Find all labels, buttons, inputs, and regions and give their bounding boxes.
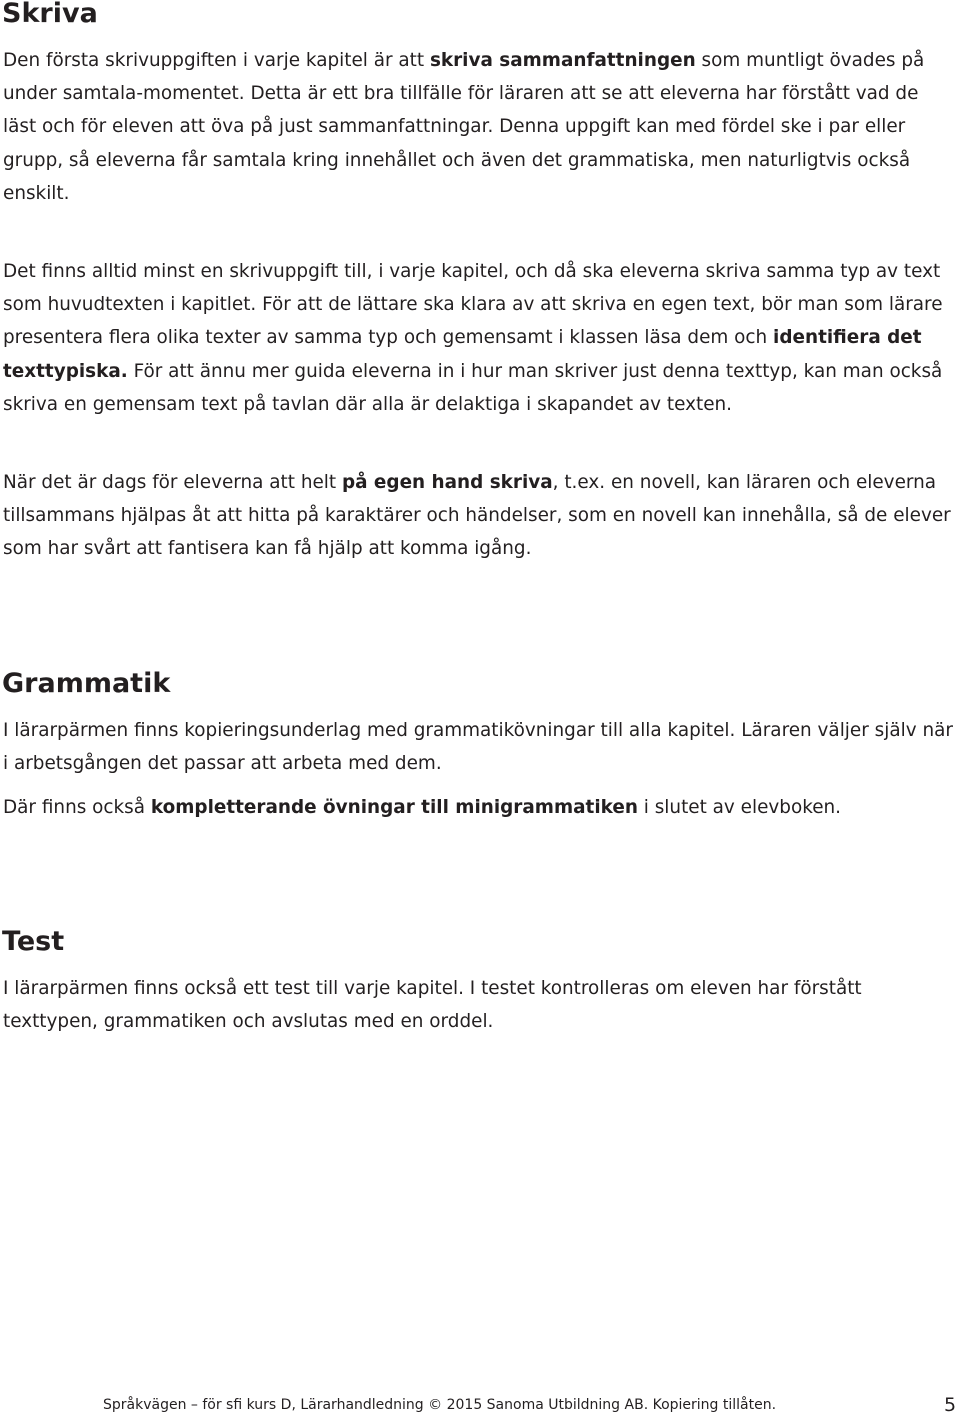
- paragraph-text: För att ännu mer guida eleverna in i hur man skriver just denna texttyp, kan man också skriva en gemensam text på tavlan där alla är delaktiga i skapandet av texten.: [3, 360, 943, 415]
- emphasis-text: kompletterande övningar till minigrammatiken: [150, 797, 638, 818]
- section-heading-test: Test: [2, 926, 65, 957]
- paragraph-text: i slutet av elevboken.: [637, 797, 842, 818]
- emphasis-text: på egen hand skriva: [341, 472, 553, 493]
- emphasis-text: identifiera det texttypiska.: [3, 327, 922, 382]
- paragraph-skriva-summary: [3, 44, 953, 210]
- paragraph-grammatik-extra: [3, 791, 953, 824]
- page-footer: Språkvägen – för sfi kurs D, Lärarhandledning © 2015 Sanoma Utbildning AB. Kopiering tillåten.: [103, 1397, 777, 1413]
- section-heading-grammatik: Grammatik: [2, 668, 171, 699]
- paragraph-text: , t.ex. en novell, kan läraren och eleverna tillsammans hjälpas åt att hitta på karaktärer och händelser, som en novell kan innehålla, så de elever som har svårt att fantisera kan få hjälp att komma igång.: [3, 472, 951, 560]
- paragraph-text: Den första skrivuppgiften i varje kapitel är att: [3, 50, 430, 71]
- paragraph-skriva-own-writing: [3, 466, 953, 566]
- paragraph-skriva-texttype: [3, 255, 953, 421]
- paragraph-text: som muntligt övades på under samtala-momentet. Detta är ett bra tillfälle för läraren att se att eleverna har förstått vad de läst och för eleven att öva på just sammanfattningar. Denna uppgift kan med fördel ske i par eller grupp, så eleverna får samtala kring innehållet och även det grammatiska, men naturligtvis också enskilt.: [3, 50, 925, 204]
- paragraph-text: Det finns alltid minst en skrivuppgift till, i varje kapitel, och då ska eleverna skriva samma typ av text som huvudtexten i kapitlet. För att de lättare ska klara av att skriva en egen text, bör man som lärare presentera flera olika texter av samma typ och gemensamt i klassen läsa dem och: [3, 261, 943, 349]
- paragraph-text: Där finns också: [3, 797, 151, 818]
- paragraph-grammatik-material: I lärarpärmen finns kopieringsunderlag med grammatikövningar till alla kapitel. Läraren väljer själv när i arbetsgången det passar att arbeta med dem.: [3, 720, 953, 775]
- emphasis-text: skriva sammanfattningen: [429, 50, 696, 71]
- paragraph-text: När det är dags för eleverna att helt: [3, 472, 342, 493]
- paragraph-test-description: I lärarpärmen finns också ett test till varje kapitel. I testet kontrolleras om eleven har förstått texttypen, grammatiken och avslutas med en orddel.: [3, 978, 862, 1033]
- section-heading-skriva: Skriva: [2, 0, 98, 29]
- page-number: 5: [944, 1394, 957, 1416]
